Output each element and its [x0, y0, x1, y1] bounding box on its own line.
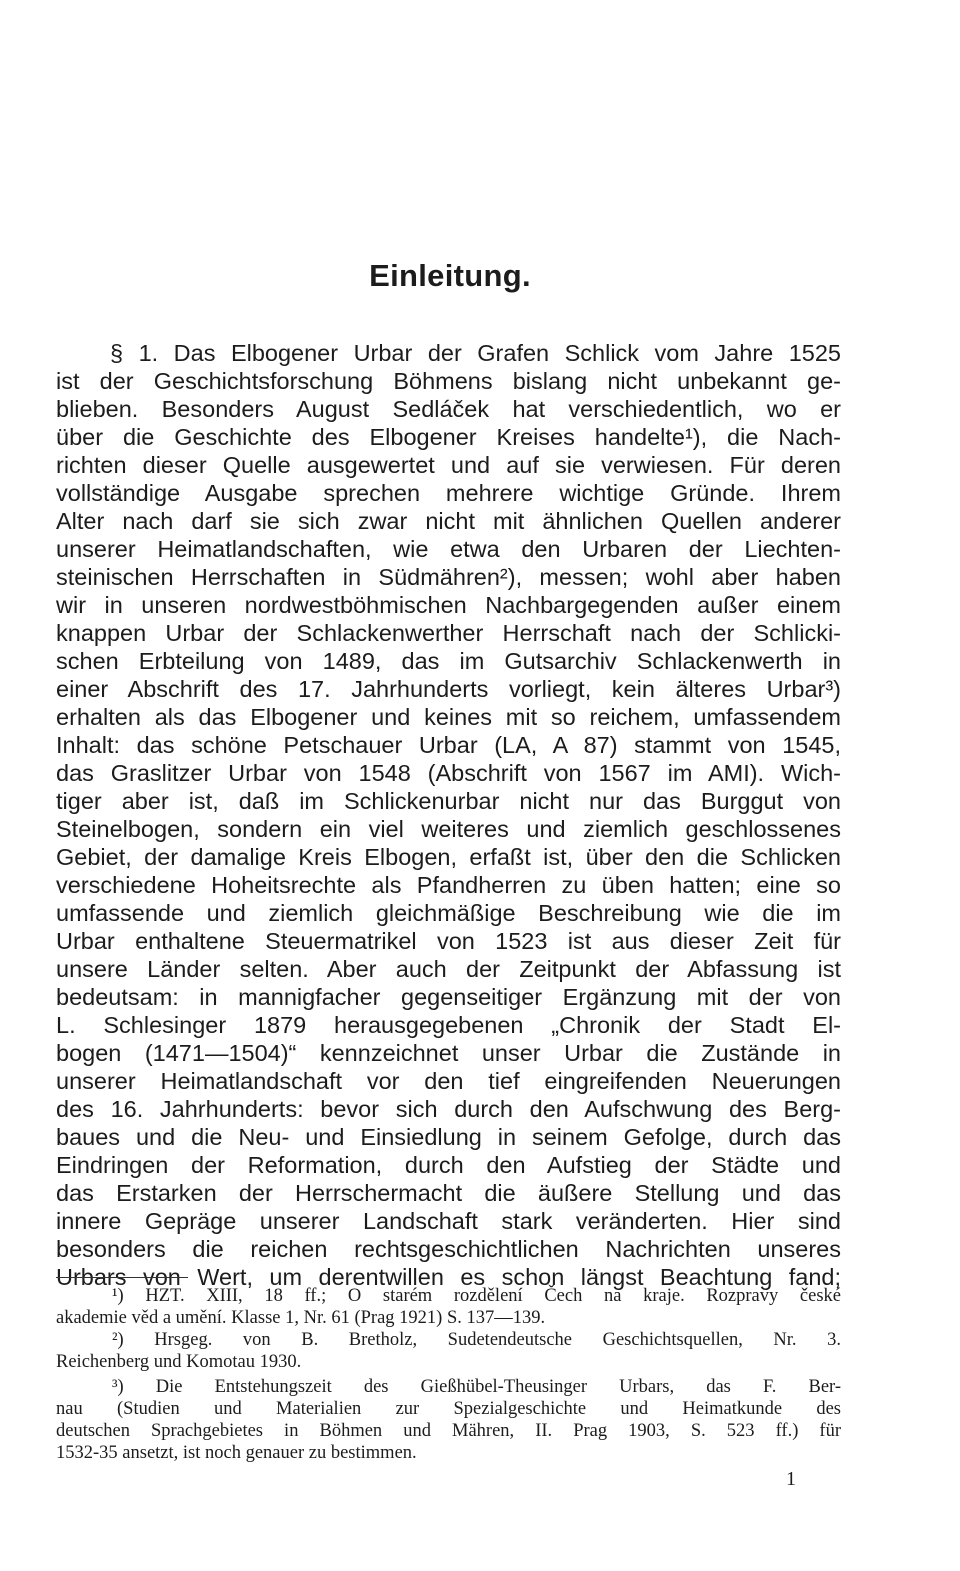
body-line: das Graslitzer Urbar von 1548 (Abschrift von 1567 im AMI). Wich- [56, 760, 841, 786]
footnote-line: Reichenberg und Komotau 1930. [56, 1352, 302, 1372]
body-line: über die Geschichte des Elbogener Kreises handelte¹), die Nach- [56, 424, 841, 450]
body-line: vollständige Ausgabe sprechen mehrere wichtige Gründe. Ihrem [56, 480, 841, 506]
body-line: das Erstarken der Herrschermacht die äußere Stellung und das [56, 1180, 841, 1206]
body-line: unserer Heimatlandschaften, wie etwa den Urbaren der Liechten- [56, 536, 841, 562]
body-line: unsere Länder selten. Aber auch der Zeitpunkt der Abfassung ist [56, 956, 841, 982]
footnote-line: nau (Studien und Materialien zur Spezialgeschichte und Heimatkunde des [56, 1399, 841, 1419]
body-line: schen Erbteilung von 1489, das im Gutsarchiv Schlackenwerth in [56, 648, 841, 674]
body-line: umfassende und ziemlich gleichmäßige Beschreibung wie die im [56, 900, 841, 926]
body-line: Inhalt: das schöne Petschauer Urbar (LA, A 87) stammt von 1545, [56, 732, 841, 758]
page-number: 1 [786, 1468, 796, 1490]
body-line: des 16. Jahrhunderts: bevor sich durch den Aufschwung des Berg- [56, 1096, 841, 1122]
body-line: richten dieser Quelle ausgewertet und auf sie verwiesen. Für deren [56, 452, 841, 478]
body-line: wir in unseren nordwestböhmischen Nachbargegenden außer einem [56, 592, 841, 618]
body-line: § 1. Das Elbogener Urbar der Grafen Schlick vom Jahre 1525 [110, 340, 841, 366]
body-line: blieben. Besonders August Sedláček hat verschiedentlich, wo er [56, 396, 841, 422]
footnote-line: ¹) HZT. XIII, 18 ff.; O starém rozdělení Čech na kraje. Rozpravy české [112, 1286, 841, 1306]
footnote-line: 1532-35 ansetzt, ist noch genauer zu bestimmen. [56, 1443, 417, 1463]
body-line: Steinelbogen, sondern ein viel weiteres und ziemlich geschlossenes [56, 816, 841, 842]
body-line: steinischen Herrschaften in Südmähren²), messen; wohl aber haben [56, 564, 841, 590]
body-line: Gebiet, der damalige Kreis Elbogen, erfaßt ist, über den die Schlicken [56, 844, 841, 870]
body-line: knappen Urbar der Schlackenwerther Herrschaft nach der Schlicki- [56, 620, 841, 646]
body-line: erhalten als das Elbogener und keines mit so reichem, umfassendem [56, 704, 841, 730]
body-line: Alter nach darf sie sich zwar nicht mit ähnlichen Quellen anderer [56, 508, 841, 534]
body-line: L. Schlesinger 1879 herausgegebenen „Chronik der Stadt El- [56, 1012, 841, 1038]
body-line: Urbar enthaltene Steuermatrikel von 1523 ist aus dieser Zeit für [56, 928, 841, 954]
footnote-line: deutschen Sprachgebietes in Böhmen und Mähren, II. Prag 1903, S. 523 ff.) für [56, 1421, 841, 1441]
page-title: Einleitung. [369, 258, 531, 293]
footnote-line: ³) Die Entstehungszeit des Gießhübel-Theusinger Urbars, das F. Ber- [112, 1377, 841, 1397]
body-line: tiger aber ist, daß im Schlickenurbar nicht nur das Burggut von [56, 788, 841, 814]
body-line: einer Abschrift des 17. Jahrhunderts vorliegt, kein älteres Urbar³) [56, 676, 841, 702]
body-line: bedeutsam: in mannigfacher gegenseitiger Ergänzung mit der von [56, 984, 841, 1010]
footnote-divider [56, 1277, 188, 1278]
body-line: unserer Heimatlandschaft vor den tief eingreifenden Neuerungen [56, 1068, 841, 1094]
body-line: Urbars von Wert, um derentwillen es schon längst Beachtung fand; [56, 1264, 841, 1290]
body-line: besonders die reichen rechtsgeschichtlichen Nachrichten unseres [56, 1236, 841, 1262]
body-line: baues und die Neu- und Einsiedlung in seinem Gefolge, durch das [56, 1124, 841, 1150]
body-line: verschiedene Hoheitsrechte als Pfandherren zu üben hatten; eine so [56, 872, 841, 898]
body-line: Eindringen der Reformation, durch den Aufstieg der Städte und [56, 1152, 841, 1178]
footnote-line: akademie věd a umění. Klasse 1, Nr. 61 (Prag 1921) S. 137—139. [56, 1308, 546, 1328]
body-line: ist der Geschichtsforschung Böhmens bislang nicht unbekannt ge- [56, 368, 841, 394]
footnote-line: ²) Hrsgeg. von B. Bretholz, Sudetendeutsche Geschichtsquellen, Nr. 3. [112, 1330, 841, 1350]
body-line: innere Gepräge unserer Landschaft stark veränderten. Hier sind [56, 1208, 841, 1234]
body-line: bogen (1471—1504)“ kennzeichnet unser Urbar die Zustände in [56, 1040, 841, 1066]
